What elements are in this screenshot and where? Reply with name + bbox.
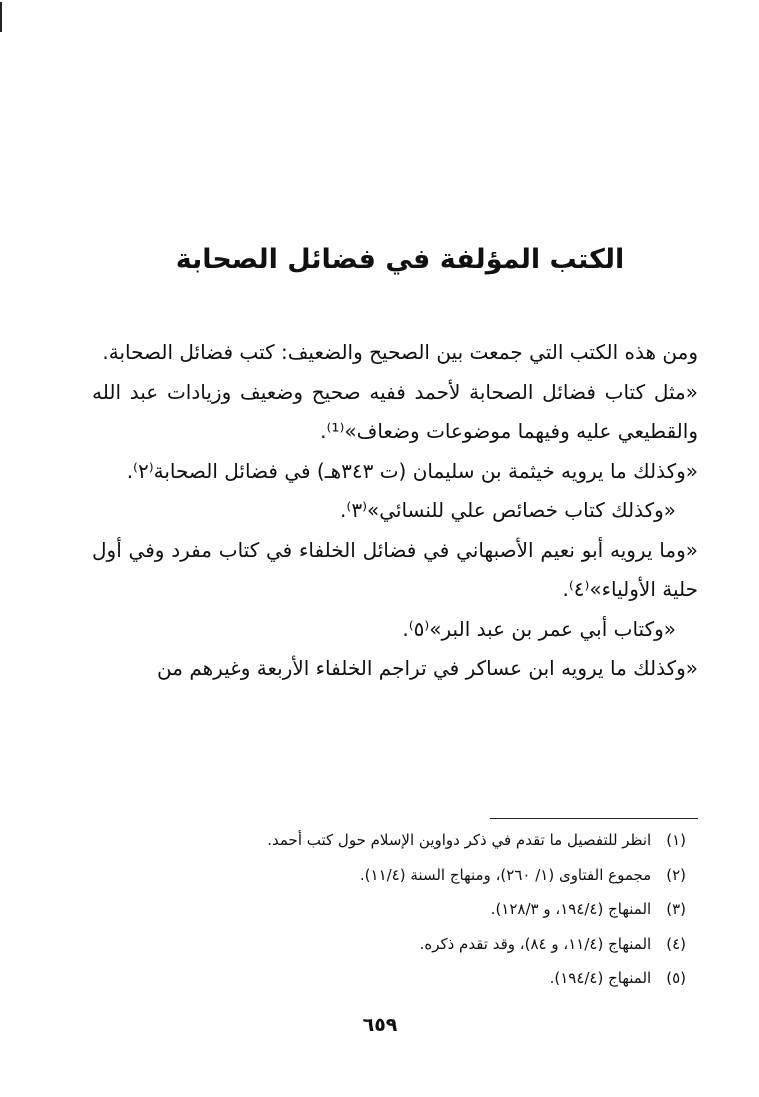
footnote-text: المنهاج (١٩٤/٤). (549, 969, 652, 987)
footnote-number: (٤) (666, 934, 686, 953)
scan-edge-mark (0, 2, 2, 32)
page-number: ٦٥٩ (362, 1014, 398, 1036)
footnotes (150, 823, 686, 996)
paragraph: «وكذلك ما يرويه خيثمة بن سليمان (ت ٣٤٣هـ) في فضائل الصحابة⁽٢⁾. (126, 458, 698, 483)
paragraph: «مثل كتاب فضائل الصحابة لأحمد ففيه صحيح وضعيف وزيادات عبد الله والقطيعي عليه وفيهما موضوعات وضعاف»⁽¹⁾. (92, 379, 698, 443)
paragraph: «وكتاب أبي عمر بن عبد البر»⁽٥⁾. (402, 616, 676, 641)
footnote (150, 927, 686, 962)
footnote (150, 892, 686, 927)
footnote-text: انظر للتفصيل ما تقدم في ذكر دواوين الإسلام حول كتب أحمد. (267, 831, 652, 849)
footnote (150, 858, 686, 893)
chapter-title: الكتب المؤلفة في فضائل الصحابة (175, 244, 625, 275)
footnote-divider (490, 818, 698, 819)
footnote-number: (٥) (666, 969, 686, 987)
footnote (150, 961, 686, 996)
footnote-text: مجموع الفتاوى (١/ ٢٦٠)، ومنهاج السنة (١١/٤). (359, 865, 652, 884)
footnote-number: (١) (666, 831, 686, 849)
footnote (150, 823, 686, 858)
footnote-number: (٣) (666, 900, 686, 918)
paragraph: «وكذلك ما يرويه ابن عساكر في تراجم الخلفاء الأربعة وغيرهم من (157, 656, 698, 680)
paragraph: «وكذلك كتاب خصائص علي للنسائي»⁽٣⁾. (340, 498, 676, 522)
footnote-number: (٢) (666, 865, 686, 884)
paragraph: «وما يرويه أبو نعيم الأصبهاني في فضائل الخلفاء في كتاب مفرد وفي أول حلية الأولياء»⁽٤⁾. (92, 537, 698, 601)
paragraph: ومن هذه الكتب التي جمعت بين الصحيح والضعيف: كتب فضائل الصحابة. (102, 340, 698, 364)
footnote-text: المنهاج (١١/٤، و ٨٤)، وقد تقدم ذكره. (419, 934, 652, 953)
footnote-text: المنهاج (١٩٤/٤، و ١٢٨/٣). (490, 900, 652, 918)
main-text (92, 333, 698, 689)
